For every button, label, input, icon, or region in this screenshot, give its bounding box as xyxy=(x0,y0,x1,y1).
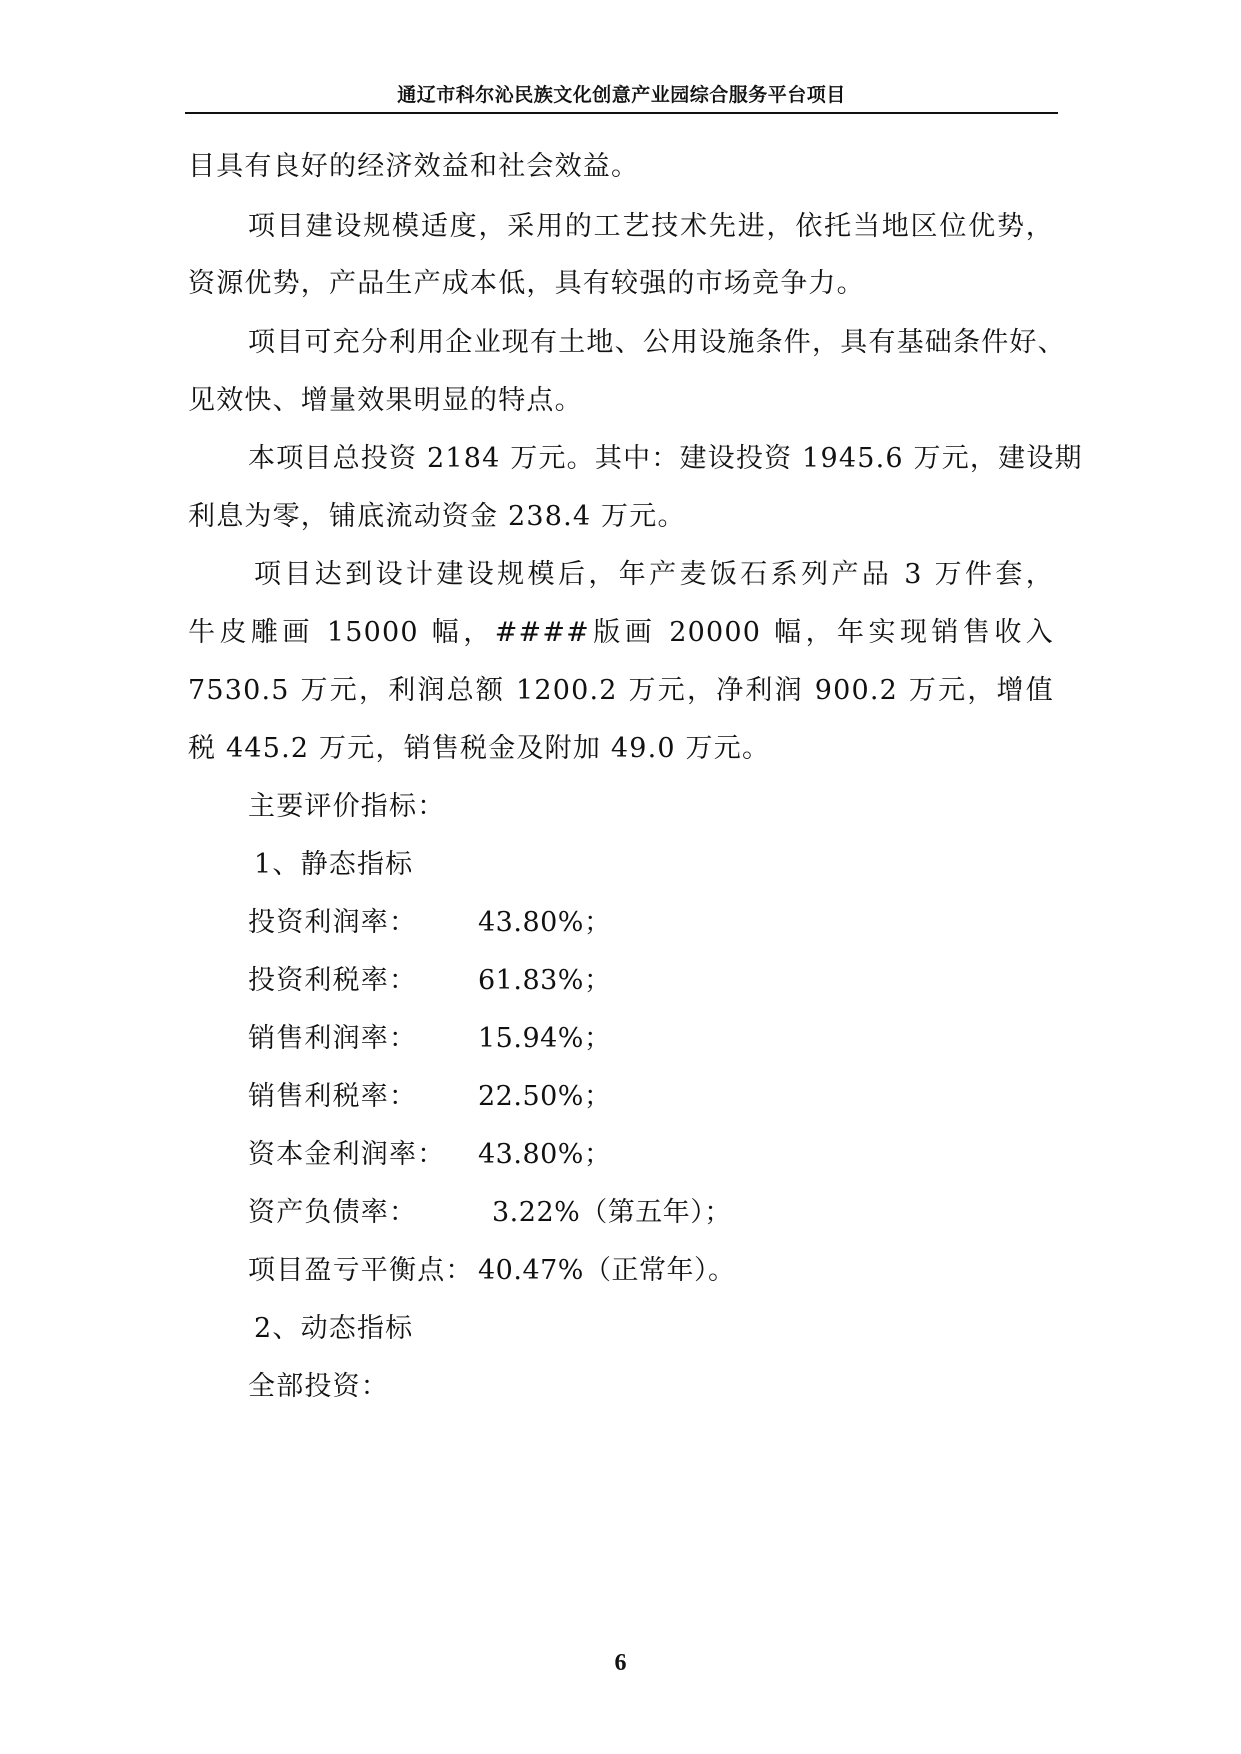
indicator-value: 40.47%（正常年）。 xyxy=(478,1255,736,1286)
subsection-heading: 1、静态指标 xyxy=(254,849,414,880)
indicator-label: 销售利润率： xyxy=(248,1023,418,1054)
indicator-label: 项目盈亏平衡点： xyxy=(248,1255,474,1286)
indicator-value: 43.80%； xyxy=(478,1139,612,1170)
paragraph-line: 项目建设规模适度，采用的工艺技术先进，依托当地区位优势， xyxy=(248,211,1054,242)
indicator-label: 投资利税率： xyxy=(248,965,418,996)
paragraph-line: 目具有良好的经济效益和社会效益。 xyxy=(188,151,640,182)
indicator-label: 销售利税率： xyxy=(248,1081,418,1112)
total-investment-label: 全部投资： xyxy=(248,1371,389,1402)
subsection-heading: 2、动态指标 xyxy=(254,1313,414,1344)
indicator-value: 43.80%； xyxy=(478,907,612,938)
paragraph-line: 牛皮雕画 15000 幅，####版画 20000 幅，年实现销售收入 xyxy=(188,617,1054,648)
paragraph-line: 税 445.2 万元，销售税金及附加 49.0 万元。 xyxy=(188,733,771,764)
indicator-label: 资本金利润率： xyxy=(248,1139,446,1170)
indicator-value: 22.50%； xyxy=(478,1081,612,1112)
indicator-value: 61.83%； xyxy=(478,965,612,996)
indicator-value: 15.94%； xyxy=(478,1023,612,1054)
paragraph-line: 本项目总投资 2184 万元。其中：建设投资 1945.6 万元，建设期 xyxy=(248,443,1083,474)
page-number: 6 xyxy=(614,1650,627,1676)
paragraph-line: 7530.5 万元，利润总额 1200.2 万元，净利润 900.2 万元，增值 xyxy=(188,675,1054,706)
paragraph-line: 项目达到设计建设规模后，年产麦饭石系列产品 3 万件套， xyxy=(254,559,1054,590)
indicator-label: 投资利润率： xyxy=(248,907,418,938)
paragraph-line: 资源优势，产品生产成本低，具有较强的市场竞争力。 xyxy=(188,268,865,299)
paragraph-line: 项目可充分利用企业现有土地、公用设施条件，具有基础条件好、 xyxy=(248,327,1066,358)
section-heading: 主要评价指标： xyxy=(248,791,446,822)
header-rule xyxy=(185,112,1058,114)
indicator-value: 3.22%（第五年）； xyxy=(492,1197,732,1228)
indicator-label: 资产负债率： xyxy=(248,1197,418,1228)
page-header-title: 通辽市科尔沁民族文化创意产业园综合服务平台项目 xyxy=(397,84,846,106)
paragraph-line: 利息为零，铺底流动资金 238.4 万元。 xyxy=(188,501,686,532)
paragraph-line: 见效快、增量效果明显的特点。 xyxy=(188,385,583,416)
